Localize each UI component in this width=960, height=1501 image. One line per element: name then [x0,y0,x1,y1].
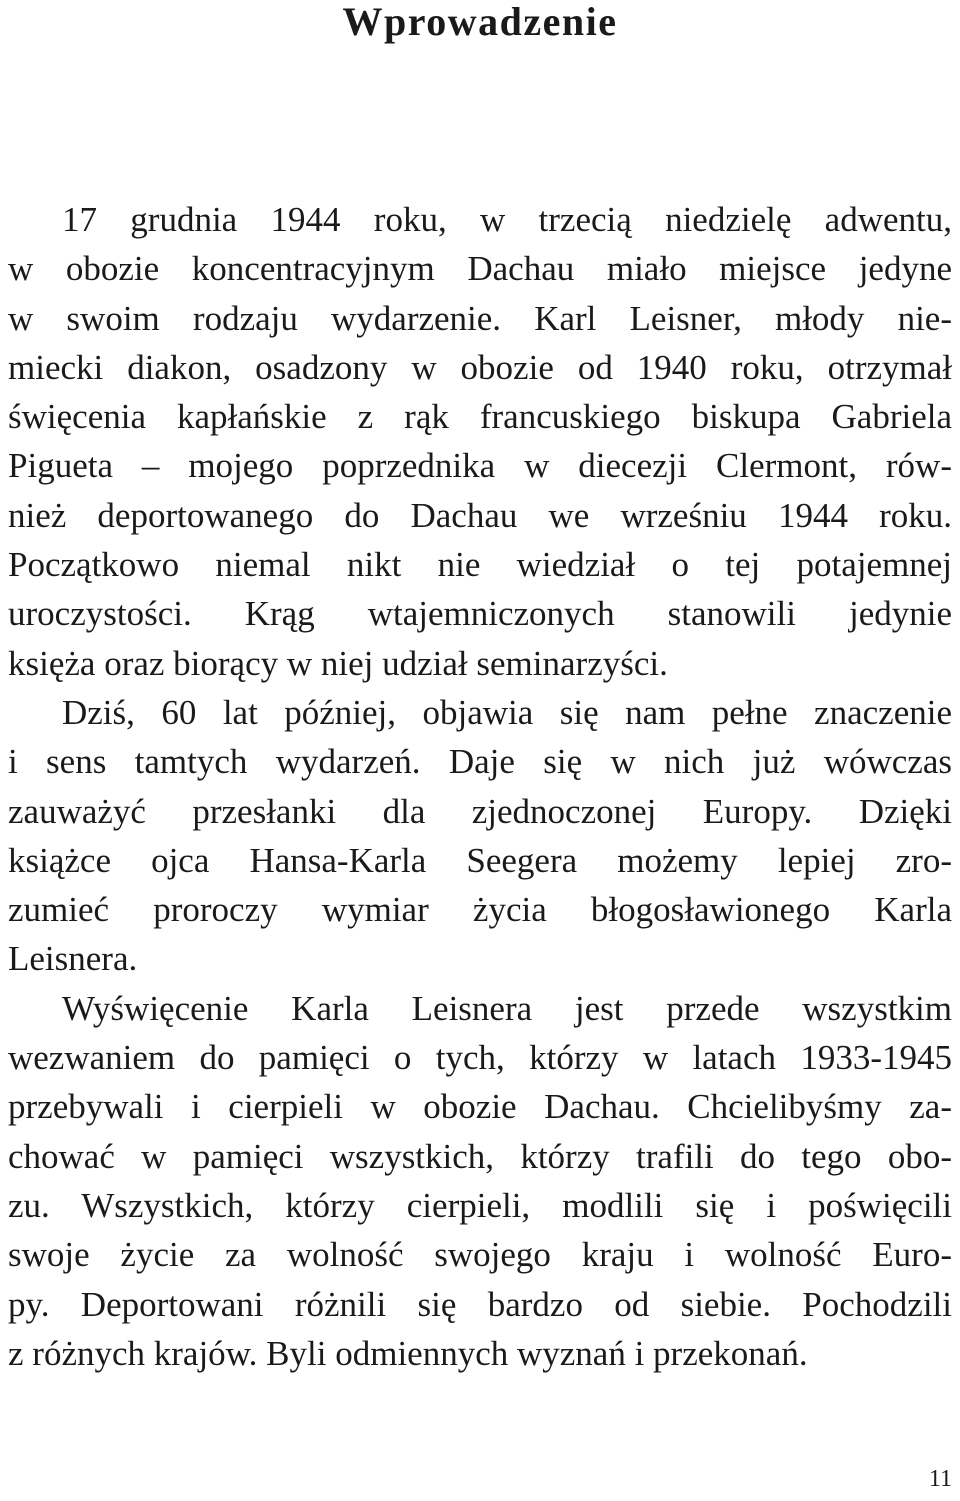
text-line: książce ojca Hansa-Karla Seegera możemy lepiej zro- [8,840,952,880]
text-line: zumieć proroczy wymiar życia błogosławionego Karla [8,890,952,930]
text-line: Leisnera. [8,939,138,979]
text-line: py. Deportowani różnili się bardzo od siebie. Pochodzili [8,1284,952,1324]
text-line: miecki diakon, osadzony w obozie od 1940 roku, otrzymał [8,347,952,387]
text-line: chować w pamięci wszystkich, którzy trafili do tego obo- [8,1136,952,1176]
text-line: wezwaniem do pamięci o tych, którzy w latach 1933-1945 [8,1038,952,1078]
text-line: święcenia kapłańskie z rąk francuskiego biskupa Gabriela [8,397,952,437]
text-line: swoje życie za wolność swojego kraju i wolność Euro- [8,1235,952,1275]
text-line: Dziś, 60 lat później, objawia się nam pełne znaczenie [62,692,952,732]
text-line: nież deportowanego do Dachau we wrześniu 1944 roku. [8,495,952,535]
text-line: i sens tamtych wydarzeń. Daje się w nich już wówczas [8,742,952,782]
text-line: Pigueta – mojego poprzednika w diecezji Clermont, rów- [8,446,952,486]
text-line: w swoim rodzaju wydarzenie. Karl Leisner, młody nie- [8,298,952,338]
text-line: księża oraz biorący w niej udział seminarzyści. [8,643,668,683]
text-line: zauważyć przesłanki dla zjednoczonej Europy. Dzięki [8,791,952,831]
text-line: przebywali i cierpieli w obozie Dachau. Chcielibyśmy za- [8,1087,952,1127]
text-line: uroczystości. Krąg wtajemniczonych stanowili jedynie [8,594,952,634]
text-line: w obozie koncentracyjnym Dachau miało miejsce jedyne [8,249,952,289]
text-line: z różnych krajów. Byli odmiennych wyznań i przekonań. [8,1333,808,1373]
page-number: 11 [928,1466,952,1492]
text-line: 17 grudnia 1944 roku, w trzecią niedzielę adwentu, [62,200,952,239]
text-line: zu. Wszystkich, którzy cierpieli, modlili się i poświęcili [8,1185,952,1225]
body-text [8,195,952,1378]
text-line: Wyświęcenie Karla Leisnera jest przede wszystkim [62,988,952,1028]
page-title: Wprowadzenie [342,0,618,44]
text-line: Początkowo niemal nikt nie wiedział o tej potajemnej [8,545,952,585]
